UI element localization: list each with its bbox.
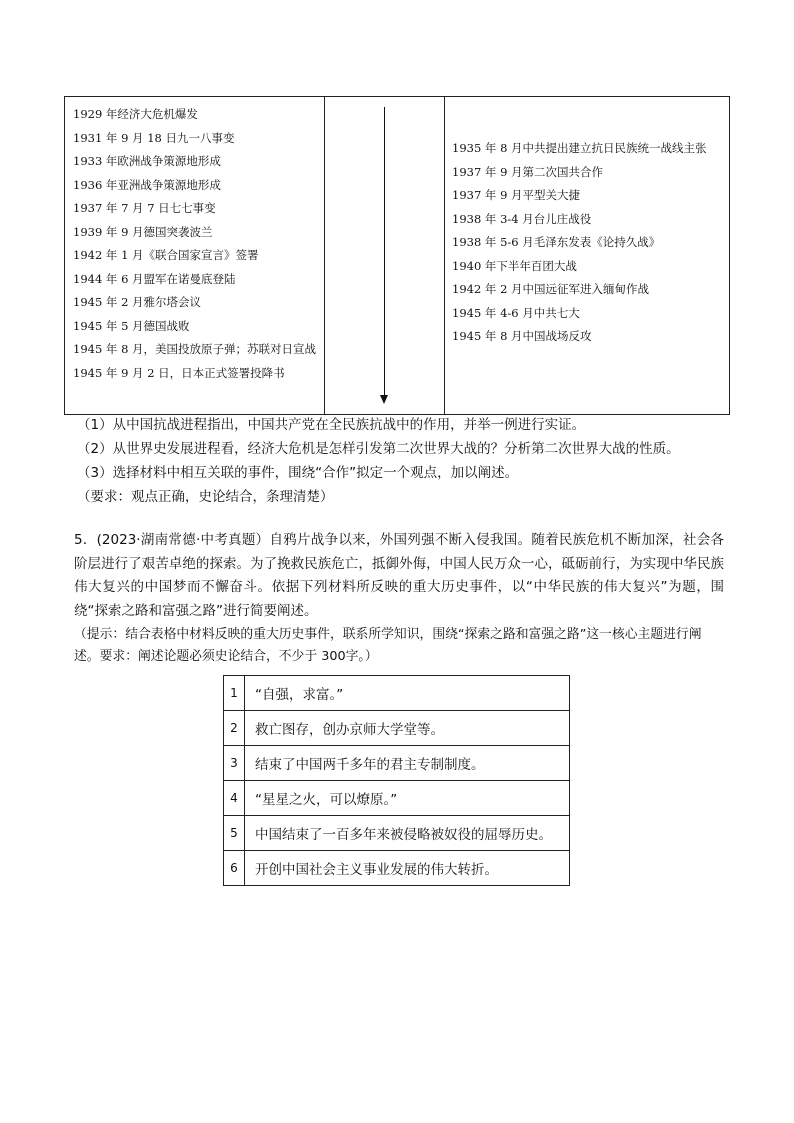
world-event: 1945 年 8 月，美国投放原子弹；苏联对日宣战 bbox=[73, 342, 317, 356]
china-event: 1940 年下半年百团大战 bbox=[452, 258, 577, 273]
row-number: 2 bbox=[224, 711, 245, 746]
answer-requirement: （要求：观点正确，史论结合，条理清楚） bbox=[77, 489, 334, 505]
world-event: 1937 年 7 月 7 日七七事变 bbox=[73, 201, 216, 215]
world-event: 1944 年 6 月盟军在诺曼底登陆 bbox=[73, 271, 236, 286]
world-event: 1945 年 9 月 2 日，日本正式签署投降书 bbox=[73, 365, 285, 380]
world-event: 1933 年欧洲战争策源地形成 bbox=[73, 154, 221, 168]
table-row bbox=[224, 851, 570, 886]
world-event: 1942 年 1 月《联合国家宣言》签署 bbox=[73, 248, 259, 262]
row-text: 救亡图存，创办京师大学堂等。 bbox=[245, 711, 570, 746]
row-text: 开创中国社会主义事业发展的伟大转折。 bbox=[245, 851, 570, 886]
timeline-table bbox=[64, 96, 730, 415]
china-event: 1937 年 9 月第二次国共合作 bbox=[452, 164, 604, 179]
problem-5-statement: 5．(2023·湖南常德·中考真题）自鸦片战争以来，外国列强不断入侵我国。随着民族危机不断加深，社会各阶层进行了艰苦卓绝的探索。为了挽救民族危亡，抵御外侮，中国人民万众一心，砥砺前行，为实现中华民族伟大复兴的中国梦而不懈奋斗。依据下列材料所反映的重大历史事件，以“中华民族的伟大复兴”为题，围绕“探索之路和富强之路”进行简要阐述。 bbox=[74, 532, 724, 619]
world-events-column bbox=[65, 97, 325, 414]
time-arrow-column bbox=[325, 97, 445, 414]
china-event: 1942 年 2 月中国远征军进入缅甸作战 bbox=[452, 282, 650, 296]
table-row bbox=[224, 816, 570, 851]
arrow-down-icon bbox=[380, 395, 388, 404]
row-number: 3 bbox=[224, 746, 245, 781]
question-2: （2）从世界史发展进程看，经济大危机是怎样引发第二次世界大战的？分析第二次世界大战的性质。 bbox=[77, 441, 680, 457]
china-events-column bbox=[445, 97, 729, 414]
materials-table bbox=[223, 675, 570, 886]
row-text: “自强，求富。” bbox=[245, 676, 570, 711]
world-event: 1929 年经济大危机爆发 bbox=[73, 107, 198, 121]
china-event: 1938 年 3-4 月台儿庄战役 bbox=[452, 211, 592, 226]
question-1: （1）从中国抗战进程指出，中国共产党在全民族抗战中的作用，并举一例进行实证。 bbox=[77, 417, 586, 433]
world-event: 1939 年 9 月德国突袭波兰 bbox=[73, 224, 213, 239]
world-event: 1945 年 5 月德国战败 bbox=[73, 318, 190, 333]
world-event: 1945 年 2 月雅尔塔会议 bbox=[73, 295, 202, 309]
row-text: 结束了中国两千多年的君主专制制度。 bbox=[245, 746, 570, 781]
table-row bbox=[224, 711, 570, 746]
china-event: 1945 年 4-6 月中共七大 bbox=[452, 305, 580, 320]
question-3: （3）选择材料中相互关联的事件，围绕“合作”拟定一个观点，加以阐述。 bbox=[77, 465, 519, 481]
china-event: 1938 年 5-6 月毛泽东发表《论持久战》 bbox=[452, 235, 661, 249]
world-event: 1931 年 9 月 18 日九一八事变 bbox=[73, 130, 235, 145]
table-row bbox=[224, 746, 570, 781]
problem-5-hint: （提示：结合表格中材料反映的重大历史事件，联系所学知识，围绕“探索之路和富强之路”这一核心主题进行阐述。要求：阐述论题必须史论结合，不少于 300字。） bbox=[74, 627, 702, 664]
table-row bbox=[224, 676, 570, 711]
row-text: 中国结束了一百多年来被侵略被奴役的屈辱历史。 bbox=[245, 816, 570, 851]
row-number: 5 bbox=[224, 816, 245, 851]
row-text: “星星之火，可以燎原。” bbox=[245, 781, 570, 816]
row-number: 6 bbox=[224, 851, 245, 886]
row-number: 1 bbox=[224, 676, 245, 711]
china-event: 1937 年 9 月平型关大捷 bbox=[452, 188, 581, 202]
row-number: 4 bbox=[224, 781, 245, 816]
table-row bbox=[224, 781, 570, 816]
china-event: 1945 年 8 月中国战场反攻 bbox=[452, 329, 592, 343]
china-event: 1935 年 8 月中共提出建立抗日民族统一战线主张 bbox=[452, 141, 707, 155]
world-event: 1936 年亚洲战争策源地形成 bbox=[73, 177, 221, 192]
time-arrow-line bbox=[384, 107, 385, 397]
